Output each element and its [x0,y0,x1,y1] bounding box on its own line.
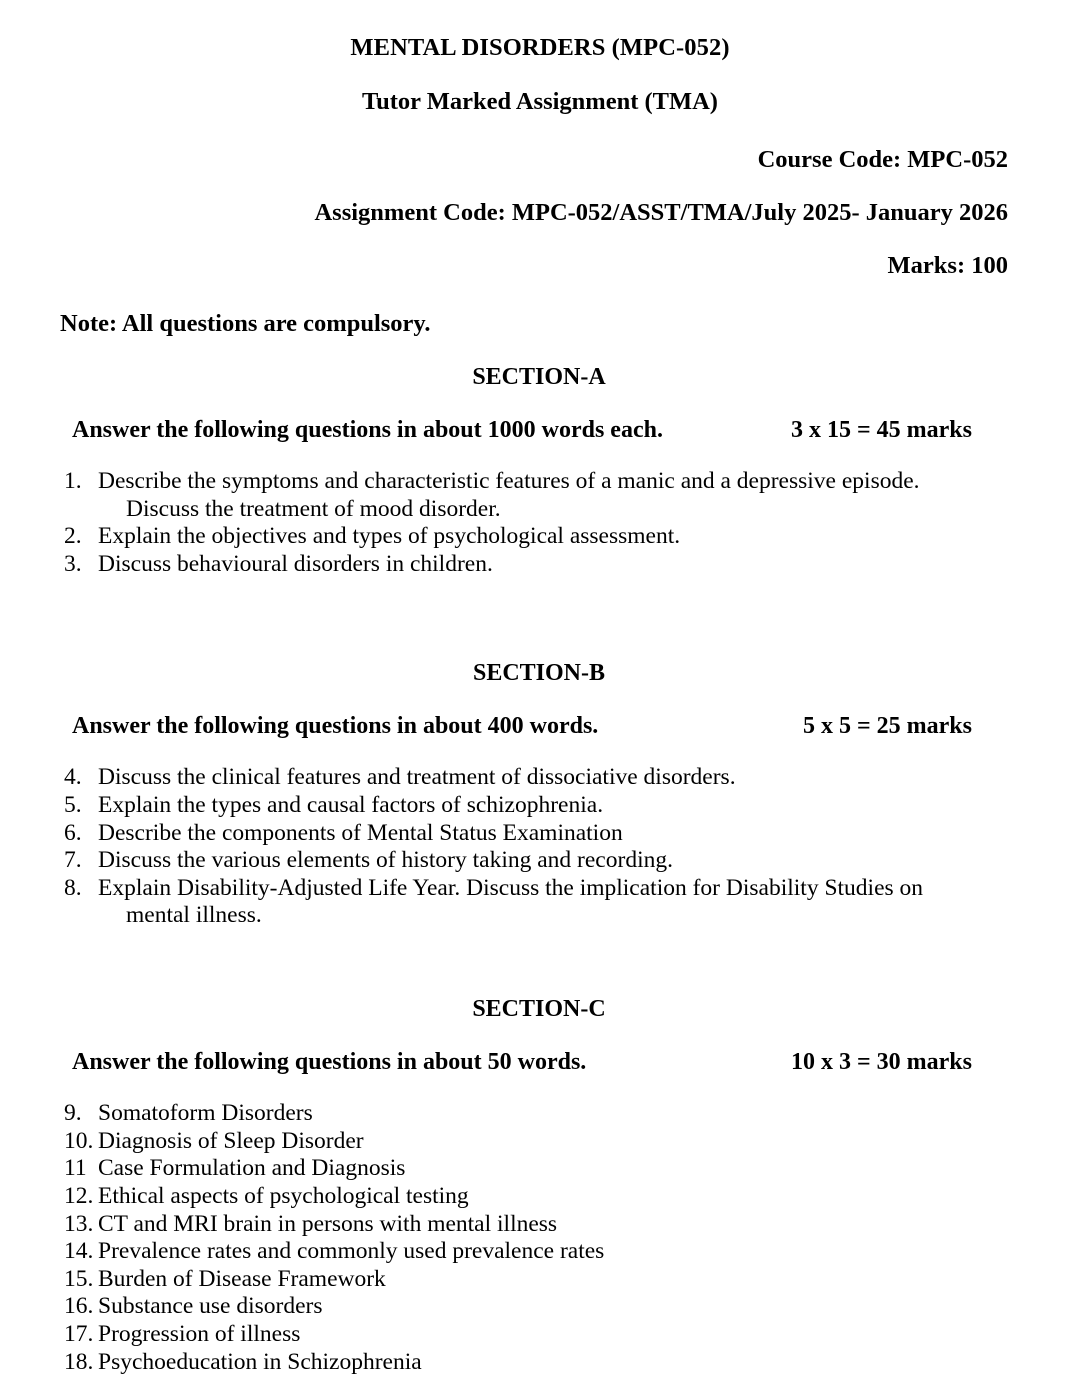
list-item [60,764,1008,792]
question-text: Discuss the clinical features and treatment of dissociative disorders. [98,764,736,791]
section-a-question-list [60,468,1008,578]
question-number: 5. [64,792,82,819]
question-number: 10. [64,1127,94,1154]
question-text-continuation: Discuss the treatment of mood disorder. [126,495,501,522]
question-text: Discuss the various elements of history taking and recording. [98,847,673,874]
list-item [60,1266,1008,1294]
section-c-instruction-row [60,1049,1008,1076]
list-item [60,1349,1008,1376]
compulsory-note: Note: All questions are compulsory. [60,310,431,337]
question-number: 11 [64,1155,87,1182]
question-number: 3. [64,550,82,577]
list-item [60,847,1008,875]
question-text: Substance use disorders [98,1293,323,1320]
assignment-code: Assignment Code: MPC-052/ASST/TMA/July 2025- January 2026 [314,199,1008,226]
list-item [60,468,1008,523]
question-number: 15. [64,1265,94,1292]
question-number: 1. [64,468,82,494]
section-a-instruction: Answer the following questions in about 1000 words each. [72,417,663,443]
question-text: CT and MRI brain in persons with mental illness [98,1210,558,1237]
question-text: Somatoform Disorders [98,1100,313,1127]
question-text: Describe the components of Mental Status Examination [98,819,623,846]
list-item [60,820,1008,848]
question-number: 7. [64,847,82,874]
question-number: 14. [64,1238,94,1265]
list-item [60,523,1008,551]
section-b-question-list [60,764,1008,930]
question-text: Progression of illness [98,1320,301,1347]
section-heading-c: SECTION-C [472,996,606,1023]
section-spacer [60,578,1008,634]
section-heading-a: SECTION-A [472,364,606,390]
question-text [98,875,1008,930]
question-text-line: Describe the symptoms and characteristic features of a manic and a depressive episode. [98,468,920,494]
section-c-question-list [60,1100,1008,1376]
question-text: Burden of Disease Framework [98,1265,386,1292]
question-text-line: Explain Disability-Adjusted Life Year. Discuss the implication for Disability Studies on [98,874,924,901]
question-number: 12. [64,1182,94,1209]
question-number: 9. [64,1100,82,1127]
question-text [98,468,1008,523]
course-code: Course Code: MPC-052 [757,146,1008,173]
list-item [60,1183,1008,1211]
section-b-instruction-row [60,713,1008,740]
question-number: 18. [64,1348,94,1375]
list-item [60,875,1008,930]
question-text: Explain the types and causal factors of schizophrenia. [98,792,604,819]
question-text: Discuss behavioural disorders in children. [98,550,493,577]
section-b-instruction: Answer the following questions in about 400 words. [72,713,599,740]
list-item [60,1155,1008,1183]
section-c-marks: 10 x 3 = 30 marks [790,1049,972,1076]
page-subtitle: Tutor Marked Assignment (TMA) [362,88,718,115]
question-text: Explain the objectives and types of psychological assessment. [98,523,681,550]
question-number: 13. [64,1210,94,1237]
question-text: Ethical aspects of psychological testing [98,1182,469,1209]
question-number: 8. [64,874,82,901]
list-item [60,1321,1008,1349]
list-item [60,1211,1008,1239]
section-spacer [60,930,1008,970]
total-marks: Marks: 100 [887,252,1008,279]
question-number: 17. [64,1320,94,1347]
section-heading-b: SECTION-B [472,660,606,687]
list-item [60,1293,1008,1321]
question-number: 4. [64,764,82,791]
question-text: Diagnosis of Sleep Disorder [98,1127,364,1154]
list-item [60,792,1008,820]
list-item [60,1238,1008,1266]
section-a-marks: 3 x 15 = 45 marks [790,417,972,443]
list-item [60,551,1008,579]
question-number: 6. [64,819,82,846]
question-number: 16. [64,1293,94,1320]
question-number: 2. [64,523,82,550]
list-item [60,1128,1008,1156]
section-b-marks: 5 x 5 = 25 marks [802,713,972,740]
question-text: Prevalence rates and commonly used prevalence rates [98,1238,605,1265]
page-title: MENTAL DISORDERS (MPC-052) [350,34,730,61]
section-c-instruction: Answer the following questions in about 50 words. [72,1049,587,1076]
section-a-instruction-row [60,417,1008,444]
question-text-continuation: mental illness. [126,902,262,929]
list-item [60,1100,1008,1128]
question-text: Case Formulation and Diagnosis [98,1155,406,1182]
question-text: Psychoeducation in Schizophrenia [98,1348,422,1375]
